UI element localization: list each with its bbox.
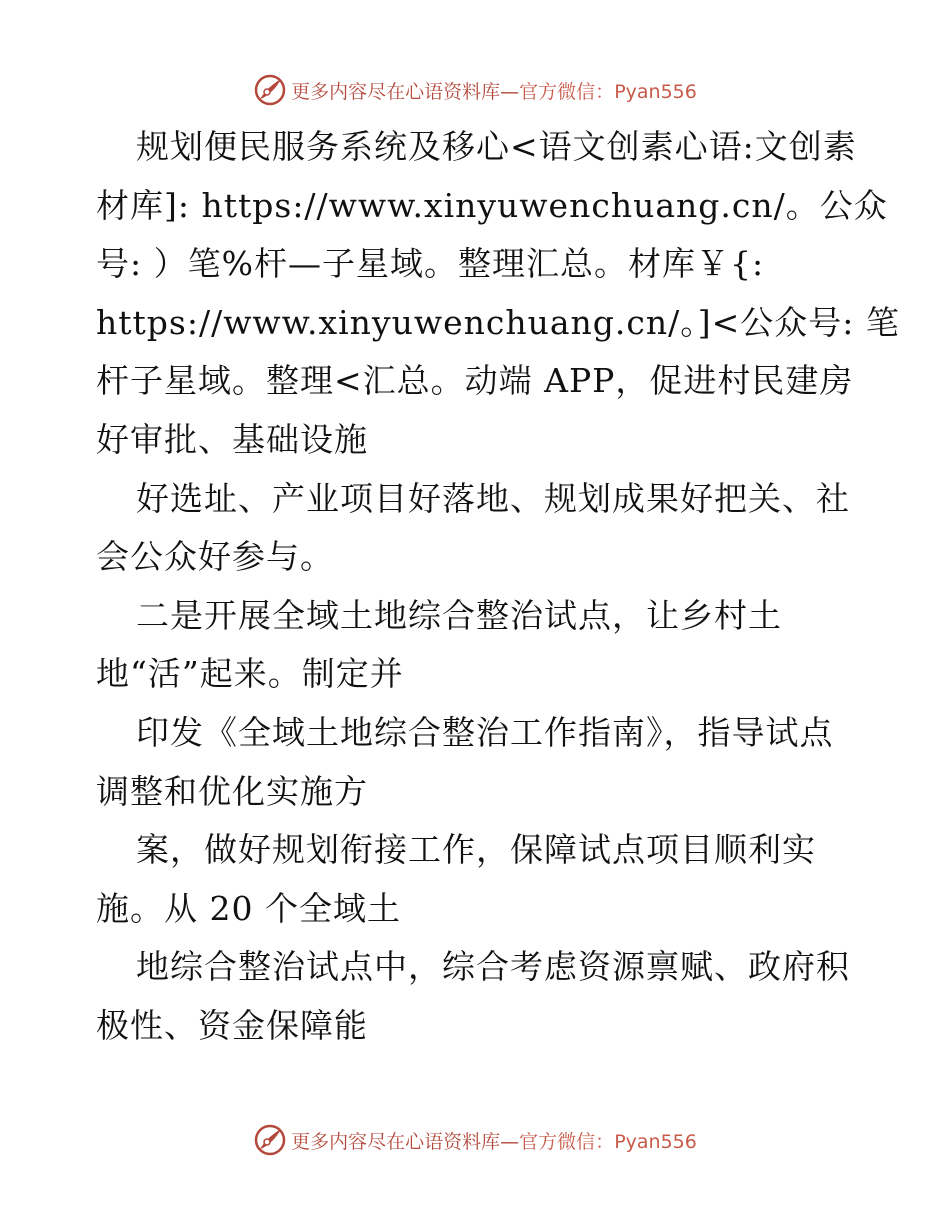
paragraph-line: 印发《全域土地综合整治工作指南》，指导试点 [136, 712, 834, 752]
paragraph-line: 会公众好参与。 [96, 537, 334, 577]
paragraph-line: 好选址、产业项目好落地、规划成果好把关、社 [136, 478, 850, 518]
paragraph-line: 好审批、基础设施 [96, 419, 368, 459]
quill-circle-logo-icon [253, 73, 287, 107]
paragraph-line: https://www.xinyuwenchuang.cn/。]<公众号: 笔 [96, 302, 900, 342]
paragraph-line: 极性、资金保障能 [96, 1005, 368, 1045]
banner-text: 更多内容尽在心语资料库—官方微信：Pyan556 [291, 80, 697, 103]
banner-text: 更多内容尽在心语资料库—官方微信：Pyan556 [291, 1130, 697, 1153]
paragraph-line: 杆子星域。整理<汇总。动端 APP，促进村民建房 [96, 361, 854, 401]
paragraph-line: 调整和优化实施方 [96, 771, 368, 811]
header-watermark-banner [0, 70, 950, 110]
document-body [96, 118, 900, 1056]
paragraph-line: 号: ）笔%杆—子星域。整理汇总。材库￥{: [96, 244, 765, 284]
paragraph-line: 二是开展全域土地综合整治试点，让乡村土 [136, 595, 782, 635]
paragraph-line: 材库]: https://www.xinyuwenchuang.cn/。公众 [96, 185, 888, 225]
paragraph-line: 案，做好规划衔接工作，保障试点项目顺利实 [136, 830, 816, 870]
paragraph-line: 地“活”起来。制定并 [96, 654, 404, 694]
footer-watermark-banner [0, 1120, 950, 1160]
paragraph-line: 规划便民服务系统及移心<语文创素心语:文创素 [136, 127, 857, 166]
paragraph-line: 施。从 20 个全域土 [96, 888, 401, 928]
quill-circle-logo-icon [253, 1123, 287, 1157]
paragraph-line: 地综合整治试点中，综合考虑资源禀赋、政府积 [136, 947, 850, 987]
